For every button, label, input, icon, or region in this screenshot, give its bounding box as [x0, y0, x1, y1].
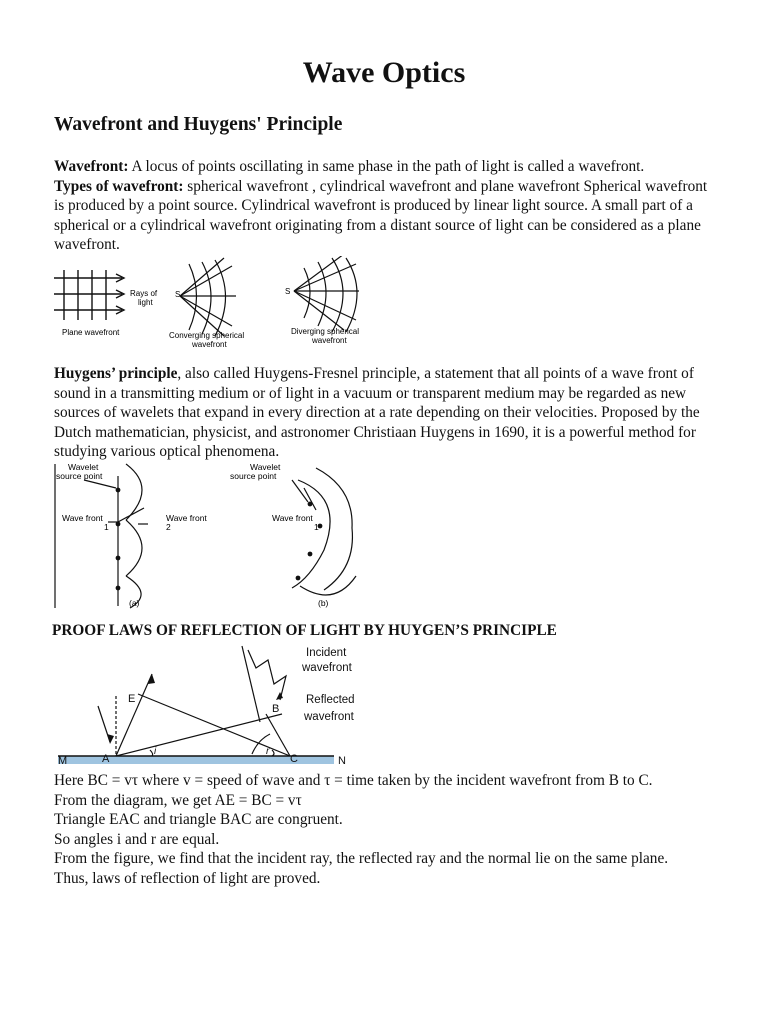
- proof-heading: PROOF LAWS OF REFLECTION OF LIGHT BY HUYGEN’S PRINCIPLE: [52, 622, 557, 639]
- wavefront-term: Wavefront:: [54, 158, 129, 175]
- wave-front-label-b: Wave front: [272, 513, 313, 523]
- wave-front-num-1b: 1: [314, 522, 319, 532]
- figure-label-a: (a): [129, 598, 140, 608]
- converging-caption-2: wavefront: [192, 340, 227, 349]
- figure-label-b: (b): [318, 598, 329, 608]
- converging-wavefront-diagram: [180, 258, 236, 336]
- wavefront-paragraph: [54, 157, 714, 255]
- types-text: spherical wavefront , cylindrical wavefront and plane wavefront Spherical wavefront is produced by a point source. Cylindrical wavefront is produced by linear light source. A small part of a spherical or a cylindrical wavefront originating from a distant source of light can be considered as a plane wavefront.: [54, 177, 708, 253]
- source-point-label-a: source point: [56, 471, 103, 481]
- proof-line-6: Thus, laws of reflection of light are proved.: [54, 869, 321, 887]
- proof-line-4: So angles i and r are equal.: [54, 830, 220, 848]
- source-point-label-b: source point: [230, 471, 277, 481]
- plane-caption: Plane wavefront: [62, 328, 120, 337]
- wavefront-definition: A locus of points oscillating in same phase in the path of light is called a wavefront.: [128, 158, 645, 175]
- wave-front-num-2: 2: [166, 522, 171, 532]
- proof-line-5: From the figure, we find that the incident ray, the reflected ray and the normal lie on the same plane.: [54, 850, 669, 867]
- types-term: Types of wavefront:: [54, 177, 184, 195]
- label-A: A: [102, 753, 110, 765]
- rays-label-2: light: [138, 298, 153, 307]
- reflection-figure: [54, 640, 384, 766]
- converging-caption-1: Converging spherical: [169, 331, 245, 340]
- proof-line-3: Triangle EAC and triangle BAC are congruent.: [54, 811, 343, 828]
- diverging-caption-1: Diverging spherical: [291, 327, 360, 336]
- rays-label-1: Rays of: [130, 289, 158, 298]
- wave-front-label-a1: Wave front: [62, 513, 103, 523]
- plane-wavelet-diagram: [84, 464, 148, 608]
- spherical-wavelet-diagram: [292, 468, 356, 595]
- proof-line-1: Here BC = vτ where v = speed of wave and τ = time taken by the incident wavefront from B to C.: [54, 772, 653, 789]
- incident-label-2: wavefront: [302, 662, 352, 674]
- label-M: M: [58, 755, 68, 766]
- label-C: C: [290, 753, 298, 765]
- wavelet-label-b: Wavelet: [250, 462, 281, 472]
- plane-wavefront-diagram: [54, 270, 124, 320]
- huygens-wavelets-figure: [54, 458, 374, 610]
- label-i: i: [154, 746, 157, 757]
- reflection-rays: [98, 646, 290, 756]
- source-label-diverging: S: [285, 287, 291, 296]
- wavelet-label-a: Wavelet: [68, 462, 99, 472]
- reflected-label-2: wavefront: [304, 711, 354, 723]
- proof-line-2: From the diagram, we get AE = BC = vτ: [54, 791, 302, 809]
- wave-front-num-1a: 1: [104, 522, 109, 532]
- label-r: r: [266, 746, 270, 757]
- diverging-caption-2: wavefront: [312, 336, 347, 345]
- huygens-term: Huygens’ principle: [54, 365, 178, 382]
- label-N: N: [338, 755, 346, 766]
- section-heading: Wavefront and Huygens' Principle: [54, 114, 343, 135]
- huygens-text: , also called Huygens-Fresnel principle, a statement that all points of a wave front of sound in a transmitting medium or of light in a vacuum or transparent medium may be regarded as new sources of wavelets that expand in every direction at a rate depending on their velocities. Proposed by the Dutch mathematician, physicist, and astronomer Christiaan Huygens in 1690, it is a powerful method for studying various optical phenomena.: [54, 365, 700, 460]
- label-B: B: [272, 703, 280, 715]
- huygens-paragraph: [54, 364, 714, 462]
- wavefront-types-figure: [54, 256, 374, 352]
- label-E: E: [128, 693, 136, 705]
- incident-label-1: Incident: [306, 647, 347, 659]
- reflected-label-1: Reflected: [306, 694, 355, 706]
- wave-front-label-a2: Wave front: [166, 513, 207, 523]
- diverging-wavefront-diagram: [294, 256, 359, 332]
- page-title: Wave Optics: [302, 56, 466, 89]
- proof-text: [54, 771, 714, 888]
- source-label-converging: S: [175, 290, 181, 299]
